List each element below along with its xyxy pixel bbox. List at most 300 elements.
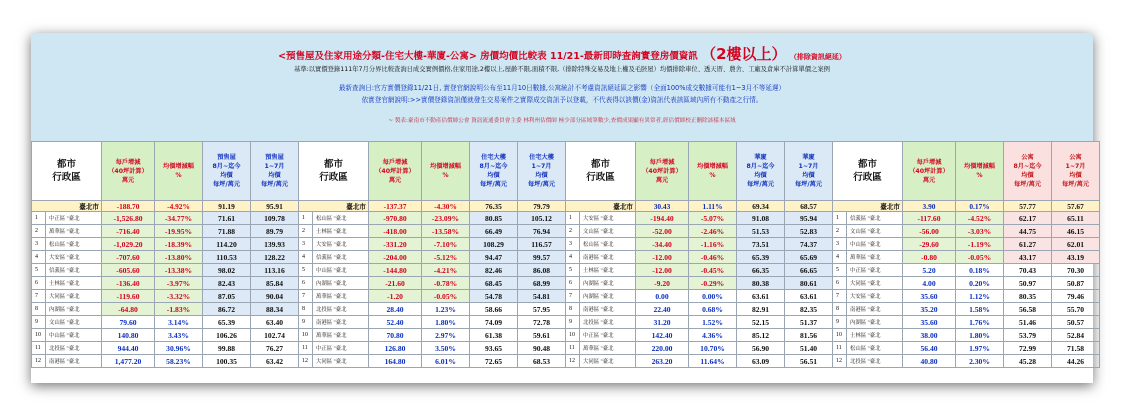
city-name: 臺北市 [833, 201, 903, 212]
cell-dist: 北投區 "臺北 [847, 355, 903, 368]
cell-pct: 2.97% [422, 329, 470, 342]
cell-dist: 萬華區 "臺北 [313, 290, 369, 303]
cell-p2: 65.11 [1052, 212, 1100, 225]
cell-p2: 88.34 [251, 303, 299, 316]
cell-p1: 43.17 [1004, 251, 1052, 264]
cell-pct: -0.78% [422, 277, 470, 290]
table-row [32, 342, 299, 355]
cell-no: 9 [566, 316, 580, 329]
table-row [32, 251, 299, 264]
cell-dist: 士林區 "臺北 [847, 329, 903, 342]
cell-dist: 南港區 "臺北 [46, 355, 102, 368]
cell-dist: 松山區 "臺北 [580, 238, 636, 251]
cell-p1: 68.45 [470, 277, 518, 290]
title-main: <預售屋及住家用途分類-住宅大樓-華廈-公寓> 房價均價比較表 11/21-最新即時查詢實登房價資訊 [278, 51, 698, 62]
cell-p2: 82.35 [785, 303, 833, 316]
cell-no: 8 [566, 303, 580, 316]
city-p2: 57.67 [1052, 201, 1100, 212]
cell-p2: 63.40 [251, 316, 299, 329]
cell-no: 6 [566, 277, 580, 290]
cell-change: 944.40 [102, 342, 155, 355]
cell-p2: 50.87 [1052, 277, 1100, 290]
cell-pct: 10.70% [689, 342, 737, 355]
cell-pct: 2.30% [956, 355, 1004, 368]
cell-change: -605.60 [102, 264, 155, 277]
table-row [32, 238, 299, 251]
cell-no: 11 [299, 342, 313, 355]
table-row [32, 329, 299, 342]
column-header: 均價增減幅 % [155, 142, 203, 201]
cell-dist: 大安區 "臺北 [313, 238, 369, 251]
cell-change: -21.60 [369, 277, 422, 290]
table-apartment [832, 141, 1100, 368]
cell-p1: 56.90 [737, 342, 785, 355]
cell-pct: -3.03% [956, 225, 1004, 238]
cell-p2: 46.15 [1052, 225, 1100, 238]
report-header [31, 33, 1093, 142]
cell-change: 70.80 [369, 329, 422, 342]
table-row [833, 238, 1100, 251]
cell-no: 1 [299, 212, 313, 225]
cell-dist: 松山區 "臺北 [313, 212, 369, 225]
cell-p2: 90.04 [251, 290, 299, 303]
cell-dist: 大同區 "臺北 [46, 290, 102, 303]
cell-p2: 139.93 [251, 238, 299, 251]
cell-change: 263.20 [636, 355, 689, 368]
cell-dist: 萬華區 "臺北 [847, 251, 903, 264]
cell-p2: 72.78 [518, 316, 566, 329]
cell-p1: 61.38 [470, 329, 518, 342]
spreadsheet-image [31, 33, 1093, 383]
cell-change: 35.60 [903, 290, 956, 303]
cell-p1: 94.47 [470, 251, 518, 264]
cell-no: 5 [566, 264, 580, 277]
cell-change: -194.40 [636, 212, 689, 225]
cell-dist: 文山區 "臺北 [580, 225, 636, 238]
cell-p2: 68.99 [518, 277, 566, 290]
cell-p1: 82.43 [203, 277, 251, 290]
cell-no: 7 [299, 290, 313, 303]
cell-p1: 66.35 [737, 264, 785, 277]
table-row [32, 316, 299, 329]
cell-change: -29.60 [903, 238, 956, 251]
cell-pct: 1.80% [422, 316, 470, 329]
cell-p2: 89.79 [251, 225, 299, 238]
cell-no: 3 [566, 238, 580, 251]
cell-change: 31.20 [636, 316, 689, 329]
cell-change: 1,477.20 [102, 355, 155, 368]
cell-no: 3 [299, 238, 313, 251]
city-pct: 1.11% [689, 201, 737, 212]
cell-change: -1,029.20 [102, 238, 155, 251]
table-presale [31, 141, 299, 368]
cell-no: 10 [32, 329, 46, 342]
table-row [32, 277, 299, 290]
cell-no: 12 [833, 355, 847, 368]
cell-p2: 59.61 [518, 329, 566, 342]
cell-dist: 萬華區 "臺北 [46, 225, 102, 238]
cell-no: 10 [566, 329, 580, 342]
city-p1: 76.35 [470, 201, 518, 212]
cell-p2: 57.95 [518, 303, 566, 316]
cell-pct: -0.05% [956, 251, 1004, 264]
cell-change: 35.20 [903, 303, 956, 316]
cell-dist: 中正區 "臺北 [46, 212, 102, 225]
cell-dist: 內湖區 "臺北 [580, 277, 636, 290]
cell-dist: 士林區 "臺北 [313, 225, 369, 238]
cell-pct: -3.32% [155, 290, 203, 303]
cell-change: 140.80 [102, 329, 155, 342]
cell-change: -716.40 [102, 225, 155, 238]
cell-pct: -1.16% [689, 238, 737, 251]
table-row [32, 355, 299, 368]
table-row [566, 290, 833, 303]
cell-dist: 萬華區 "臺北 [313, 329, 369, 342]
cell-dist: 萬華區 "臺北 [580, 342, 636, 355]
cell-pct: -0.05% [422, 290, 470, 303]
cell-change: -52.00 [636, 225, 689, 238]
table-row [566, 264, 833, 277]
cell-dist: 中正區 "臺北 [313, 342, 369, 355]
cell-p1: 80.35 [1004, 290, 1052, 303]
cell-p1: 74.09 [470, 316, 518, 329]
cell-no: 4 [32, 251, 46, 264]
column-header: 住宅大樓 8月~迄今 均價 每坪/萬元 [470, 142, 518, 201]
cell-pct: 4.36% [689, 329, 737, 342]
cell-p2: 99.57 [518, 251, 566, 264]
column-header: 每戶增減 （40坪計算） 萬元 [903, 142, 956, 201]
cell-dist: 北投區 "臺北 [313, 303, 369, 316]
cell-dist: 南港區 "臺北 [580, 303, 636, 316]
cell-pct: -4.52% [956, 212, 1004, 225]
cell-p2: 62.01 [1052, 238, 1100, 251]
cell-pct: 3.43% [155, 329, 203, 342]
cell-dist: 大安區 "臺北 [847, 290, 903, 303]
city-change: 3.90 [903, 201, 956, 212]
cell-no: 5 [833, 264, 847, 277]
cell-p2: 44.26 [1052, 355, 1100, 368]
column-header: 均價增減幅 % [956, 142, 1004, 201]
cell-dist: 內湖區 "臺北 [46, 303, 102, 316]
cell-pct: -1.19% [956, 238, 1004, 251]
cell-p2: 43.19 [1052, 251, 1100, 264]
cell-p1: 58.66 [470, 303, 518, 316]
city-name: 臺北市 [299, 201, 369, 212]
cell-p2: 109.78 [251, 212, 299, 225]
cell-no: 6 [299, 277, 313, 290]
table-row [32, 264, 299, 277]
cell-dist: 士林區 "臺北 [580, 264, 636, 277]
cell-p2: 52.83 [785, 225, 833, 238]
cell-change: -1.20 [369, 290, 422, 303]
cell-pct: 3.14% [155, 316, 203, 329]
cell-change: 126.80 [369, 342, 422, 355]
cell-pct: -5.12% [422, 251, 470, 264]
table-row [566, 355, 833, 368]
cell-dist: 中山區 "臺北 [46, 329, 102, 342]
cell-dist: 北投區 "臺北 [580, 316, 636, 329]
column-header: 公寓 1~7月 均價 每坪/萬元 [1052, 142, 1100, 201]
cell-p2: 56.51 [785, 355, 833, 368]
cell-p2: 116.57 [518, 238, 566, 251]
cell-dist: 松山區 "臺北 [46, 238, 102, 251]
table-row [32, 303, 299, 316]
cell-p2: 90.48 [518, 342, 566, 355]
table-row [566, 277, 833, 290]
cell-change: 56.40 [903, 342, 956, 355]
cell-change: 0.00 [636, 290, 689, 303]
cell-p1: 51.53 [737, 225, 785, 238]
table-row [299, 303, 566, 316]
cell-p1: 80.85 [470, 212, 518, 225]
cell-pct: 1.12% [956, 290, 1004, 303]
cell-p1: 63.61 [737, 290, 785, 303]
column-header: 每戶增減 （40坪計算） 萬元 [636, 142, 689, 201]
cell-no: 9 [299, 316, 313, 329]
cell-p1: 82.91 [737, 303, 785, 316]
cell-p2: 70.30 [1052, 264, 1100, 277]
city-summary-row [833, 201, 1100, 212]
cell-change: -144.80 [369, 264, 422, 277]
cell-no: 6 [833, 277, 847, 290]
cell-no: 8 [299, 303, 313, 316]
cell-no: 8 [32, 303, 46, 316]
cell-no: 11 [32, 342, 46, 355]
cell-p2: 79.46 [1052, 290, 1100, 303]
cell-p2: 76.94 [518, 225, 566, 238]
cell-pct: 11.64% [689, 355, 737, 368]
cell-change: -12.00 [636, 264, 689, 277]
city-change: -188.70 [102, 201, 155, 212]
column-header: 都市 行政區 [833, 142, 903, 201]
cell-pct: -34.77% [155, 212, 203, 225]
price-tables [31, 141, 1093, 383]
cell-no: 10 [299, 329, 313, 342]
cell-no: 10 [833, 329, 847, 342]
cell-no: 5 [299, 264, 313, 277]
column-header: 預售屋 1~7月 均價 每坪/萬元 [251, 142, 299, 201]
city-pct: 0.17% [956, 201, 1004, 212]
cell-dist: 大同區 "臺北 [847, 277, 903, 290]
cell-change: 52.40 [369, 316, 422, 329]
cell-dist: 內湖區 "臺北 [313, 277, 369, 290]
cell-dist: 南港區 "臺北 [313, 316, 369, 329]
city-p1: 69.34 [737, 201, 785, 212]
table-row [299, 342, 566, 355]
table-row [566, 329, 833, 342]
cell-change: 40.80 [903, 355, 956, 368]
column-header: 均價增減幅 % [422, 142, 470, 201]
cell-no: 11 [833, 342, 847, 355]
cell-dist: 內湖區 "臺北 [580, 290, 636, 303]
table-row [833, 264, 1100, 277]
cell-p1: 65.39 [203, 316, 251, 329]
table-row [32, 225, 299, 238]
table-row [299, 329, 566, 342]
cell-change: 35.60 [903, 316, 956, 329]
cell-p2: 50.57 [1052, 316, 1100, 329]
cell-p1: 71.61 [203, 212, 251, 225]
cell-no: 4 [566, 251, 580, 264]
cell-p2: 71.58 [1052, 342, 1100, 355]
cell-change: 79.60 [102, 316, 155, 329]
cell-pct: -3.97% [155, 277, 203, 290]
table-building [298, 141, 566, 368]
cell-p1: 61.27 [1004, 238, 1052, 251]
column-header: 每戶增減 （40坪計算） 萬元 [102, 142, 155, 201]
cell-no: 9 [833, 316, 847, 329]
city-summary-row [566, 201, 833, 212]
cell-dist: 大同區 "臺北 [313, 355, 369, 368]
table-row [32, 290, 299, 303]
city-p2: 79.79 [518, 201, 566, 212]
cell-p2: 55.70 [1052, 303, 1100, 316]
cell-p2: 63.42 [251, 355, 299, 368]
cell-pct: -1.83% [155, 303, 203, 316]
cell-p1: 93.65 [470, 342, 518, 355]
cell-p1: 56.58 [1004, 303, 1052, 316]
cell-pct: 1.97% [956, 342, 1004, 355]
table-row [833, 342, 1100, 355]
cell-pct: 0.68% [689, 303, 737, 316]
cell-pct: 1.76% [956, 316, 1004, 329]
table-mansion [565, 141, 833, 368]
cell-no: 11 [566, 342, 580, 355]
cell-pct: -4.21% [422, 264, 470, 277]
city-change: 30.43 [636, 201, 689, 212]
table-row [299, 316, 566, 329]
cell-p1: 62.17 [1004, 212, 1052, 225]
cell-pct: 0.00% [689, 290, 737, 303]
report-title [31, 43, 1093, 64]
table-row [299, 238, 566, 251]
cell-change: -117.60 [903, 212, 956, 225]
cell-change: 22.40 [636, 303, 689, 316]
city-pct: -4.30% [422, 201, 470, 212]
title-note: （排除資訊絕延） [789, 53, 846, 61]
cell-change: 4.00 [903, 277, 956, 290]
cell-change: -136.40 [102, 277, 155, 290]
cell-p1: 72.65 [470, 355, 518, 368]
cell-pct: -2.46% [689, 225, 737, 238]
column-header: 預售屋 8月~迄今 均價 每坪/萬元 [203, 142, 251, 201]
table-row [833, 355, 1100, 368]
cell-p2: 54.81 [518, 290, 566, 303]
cell-dist: 文山區 "臺北 [46, 316, 102, 329]
cell-p1: 100.35 [203, 355, 251, 368]
cell-pct: -0.46% [689, 251, 737, 264]
table-row [833, 251, 1100, 264]
cell-dist: 內湖區 "臺北 [847, 316, 903, 329]
cell-pct: -18.39% [155, 238, 203, 251]
cell-no: 7 [32, 290, 46, 303]
cell-no: 5 [32, 264, 46, 277]
column-header: 都市 行政區 [32, 142, 102, 201]
column-header: 住宅大樓 1~7月 均價 每坪/萬元 [518, 142, 566, 201]
table-row [32, 212, 299, 225]
cell-change: -418.00 [369, 225, 422, 238]
cell-no: 2 [32, 225, 46, 238]
cell-p1: 98.02 [203, 264, 251, 277]
table-row [833, 277, 1100, 290]
city-p2: 95.91 [251, 201, 299, 212]
cell-p1: 108.29 [470, 238, 518, 251]
table-row [833, 316, 1100, 329]
table-row [299, 225, 566, 238]
cell-dist: 士林區 "臺北 [46, 277, 102, 290]
cell-pct: -13.58% [422, 225, 470, 238]
cell-dist: 南港區 "臺北 [847, 303, 903, 316]
credit-note: ~ 製表:臺南市不動產估價師公會 資訊流通委員會主委 林利州估價師 極少部分區域筆數少,查價成果顯有異常者,經估價師校正刪除該樣本區域 [388, 118, 736, 124]
cell-pct: -13.38% [155, 264, 203, 277]
cell-change: 164.80 [369, 355, 422, 368]
cell-change: -331.20 [369, 238, 422, 251]
cell-pct: 0.20% [956, 277, 1004, 290]
cell-p1: 63.09 [737, 355, 785, 368]
table-row [299, 251, 566, 264]
cell-change: 5.20 [903, 264, 956, 277]
column-header: 都市 行政區 [566, 142, 636, 201]
column-header: 華廈 1~7月 均價 每坪/萬元 [785, 142, 833, 201]
cell-pct: 1.23% [422, 303, 470, 316]
cell-p1: 72.99 [1004, 342, 1052, 355]
cell-p2: 95.94 [785, 212, 833, 225]
city-pct: -4.92% [155, 201, 203, 212]
cell-p2: 68.53 [518, 355, 566, 368]
cell-p2: 128.22 [251, 251, 299, 264]
cell-no: 4 [833, 251, 847, 264]
title-floors: （2樓以上） [701, 45, 787, 63]
cell-no: 3 [32, 238, 46, 251]
cell-p1: 45.28 [1004, 355, 1052, 368]
table-row [299, 212, 566, 225]
cell-no: 1 [566, 212, 580, 225]
cell-dist: 中正區 "臺北 [847, 264, 903, 277]
cell-pct: 1.58% [956, 303, 1004, 316]
cell-no: 9 [32, 316, 46, 329]
city-change: -137.37 [369, 201, 422, 212]
cell-p1: 91.08 [737, 212, 785, 225]
cell-pct: 58.23% [155, 355, 203, 368]
cell-p1: 110.53 [203, 251, 251, 264]
cell-p2: 113.16 [251, 264, 299, 277]
cell-no: 6 [32, 277, 46, 290]
cell-pct: 1.52% [689, 316, 737, 329]
cell-change: 220.00 [636, 342, 689, 355]
cell-p1: 86.72 [203, 303, 251, 316]
cell-p2: 102.74 [251, 329, 299, 342]
cell-change: -204.00 [369, 251, 422, 264]
cell-change: -64.80 [102, 303, 155, 316]
cell-dist: 文山區 "臺北 [847, 225, 903, 238]
table-row [833, 329, 1100, 342]
column-header: 每戶增減 （40坪計算） 萬元 [369, 142, 422, 201]
city-summary-row [299, 201, 566, 212]
cell-p1: 114.20 [203, 238, 251, 251]
cell-p1: 85.12 [737, 329, 785, 342]
column-header: 華廈 8月~迄今 均價 每坪/萬元 [737, 142, 785, 201]
city-p2: 68.57 [785, 201, 833, 212]
cell-pct: 3.50% [422, 342, 470, 355]
cell-no: 12 [566, 355, 580, 368]
cell-change: 28.40 [369, 303, 422, 316]
cell-pct: 30.96% [155, 342, 203, 355]
cell-dist: 松山區 "臺北 [847, 342, 903, 355]
cell-change: -0.80 [903, 251, 956, 264]
table-row [566, 316, 833, 329]
cell-p1: 53.79 [1004, 329, 1052, 342]
table-row [299, 355, 566, 368]
